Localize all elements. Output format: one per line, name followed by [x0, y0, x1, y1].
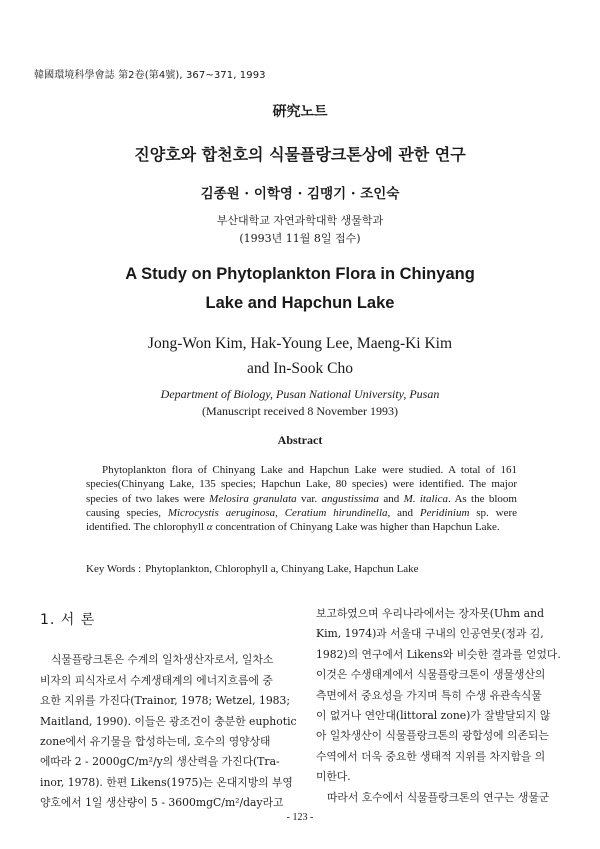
species-name: Microcystis aeruginosa — [167, 506, 276, 519]
body-text-line: 보고하였으며 우리나라에서는 장자못(Uhm and — [316, 607, 544, 620]
english-affiliation-block — [0, 386, 600, 420]
section-tag: 硏究노트 — [272, 104, 328, 120]
body-text-line: 에따라 2 - 2000gC/m²/y의 생산력을 가진다(Tra- — [40, 755, 280, 769]
body-text-line: 아 일차생산이 식물플랑크톤의 광합성에 의존되는 — [316, 729, 549, 743]
body-text-line: zone에서 유기물을 합성하는데, 호수의 영양상태 — [40, 735, 271, 749]
body-text-line: 요한 지위를 가진다(Trainor, 1978; Wetzel, 1983; — [40, 694, 291, 708]
keywords-text: Phytoplankton, Chlorophyll a, Chinyang Lake, Hapchun Lake — [145, 563, 419, 575]
section-heading-introduction: 1. 서 론 — [40, 612, 96, 628]
english-title-line1: A Study on Phytoplankton Flora in Chinyang — [125, 265, 475, 283]
english-received-date: (Manuscript received 8 November 1993) — [202, 404, 398, 418]
english-authors — [0, 331, 600, 381]
english-authors-line1: Jong-Won Kim, Hak-Young Lee, Maeng-Ki Kim — [147, 335, 453, 352]
species-name: Peridinium — [419, 506, 470, 519]
body-text-line: Kim, 1974)과 서울대 구내의 인공연못(정과 김, — [316, 627, 544, 641]
english-title-line2: Lake and Hapchun Lake — [205, 294, 395, 312]
korean-title: 진양호와 합천호의 식물플랑크톤상에 관한 연구 — [134, 145, 466, 164]
body-text-line: Maitland, 1990). 이들은 광조건이 충분한 euphotic — [40, 714, 297, 728]
english-authors-line2: and In-Sook Cho — [247, 360, 353, 377]
abstract-body — [86, 463, 517, 534]
intro-paragraph-1 — [40, 650, 297, 813]
page-number: - 123 - — [286, 812, 314, 823]
body-text-line: inor, 1978). 한편 Likens(1975)는 온대지방의 부영 — [40, 775, 293, 789]
abstract-text: , — [275, 506, 285, 519]
body-text-line: 양호에서 1일 생산량이 5 - 3600mgC/m²/day라고 — [40, 796, 284, 810]
body-text-line: 식물플랑크톤은 수계의 일차생산자로서, 일차소 — [51, 653, 274, 667]
intro-paragraph-2: 따라서 호수에서 식물플랑크톤의 연구는 생물군 — [327, 790, 550, 804]
korean-affiliation: 부산대학교 자연과학대학 생물학과 — [216, 214, 384, 227]
body-text-line: 이것은 수생태계에서 식물플랑크톤이 생물생산의 — [316, 668, 546, 682]
abstract-text: var. — [296, 492, 322, 505]
body-text-line: 측면에서 중요성을 가지며 특히 수생 유관속식물 — [316, 688, 542, 702]
abstract-text: Phytoplankton flora of Chinyang Lake and Hapchun Lake were studied. A total of 161 species(Chinyang Lake, 135 species; Hapchun Lake, 80 species) were identified. The major species of two lakes were — [86, 464, 517, 505]
korean-received-date: (1993년 11월 8일 접수) — [239, 232, 361, 245]
body-text-line: 이 없거나 연안대(littoral zone)가 잘발달되지 않 — [316, 709, 551, 723]
abstract-text: , and — [387, 506, 420, 519]
species-name: M. italica — [403, 492, 448, 505]
species-name: angustissima — [321, 492, 380, 505]
abstract-text: . As the bloom causing species, — [86, 492, 517, 519]
abstract-heading: Abstract — [277, 433, 323, 447]
english-title — [0, 260, 600, 318]
body-text-line: 미한다. — [316, 770, 351, 784]
species-name: Melosira granulata — [209, 492, 297, 505]
intro-paragraph-1-continued — [316, 604, 564, 788]
journal-reference: 韓國環境科學會誌 第2卷(第4號), 367~371, 1993 — [34, 70, 266, 81]
alpha-symbol: α — [206, 521, 213, 534]
keywords — [86, 563, 526, 575]
korean-authors: 김종원 · 이학영 · 김맹기 · 조인숙 — [200, 186, 400, 202]
keywords-label: Key Words : — [86, 563, 142, 575]
english-affiliation: Department of Biology, Pusan National University, Pusan — [160, 387, 440, 401]
body-column-right — [316, 604, 564, 808]
species-name: Ceratium hirundinella — [284, 506, 388, 519]
body-text-line: 1982)의 연구에서 Likens와 비슷한 결과를 얻었다. — [316, 647, 561, 661]
abstract-text: concentration of Chinyang Lake was higher than Hapchun Lake. — [212, 521, 500, 534]
body-text-line: 수역에서 더욱 중요한 생태적 지위를 차지함을 의 — [316, 749, 546, 763]
abstract-text: and — [379, 492, 404, 505]
korean-affiliation-block — [0, 212, 600, 248]
body-text-line: 비자의 피식자로서 수계생태계의 에너지흐름에 중 — [40, 673, 273, 687]
abstract-text: sp. were identified. The chlorophyll — [86, 506, 518, 534]
body-column-left — [40, 604, 297, 814]
